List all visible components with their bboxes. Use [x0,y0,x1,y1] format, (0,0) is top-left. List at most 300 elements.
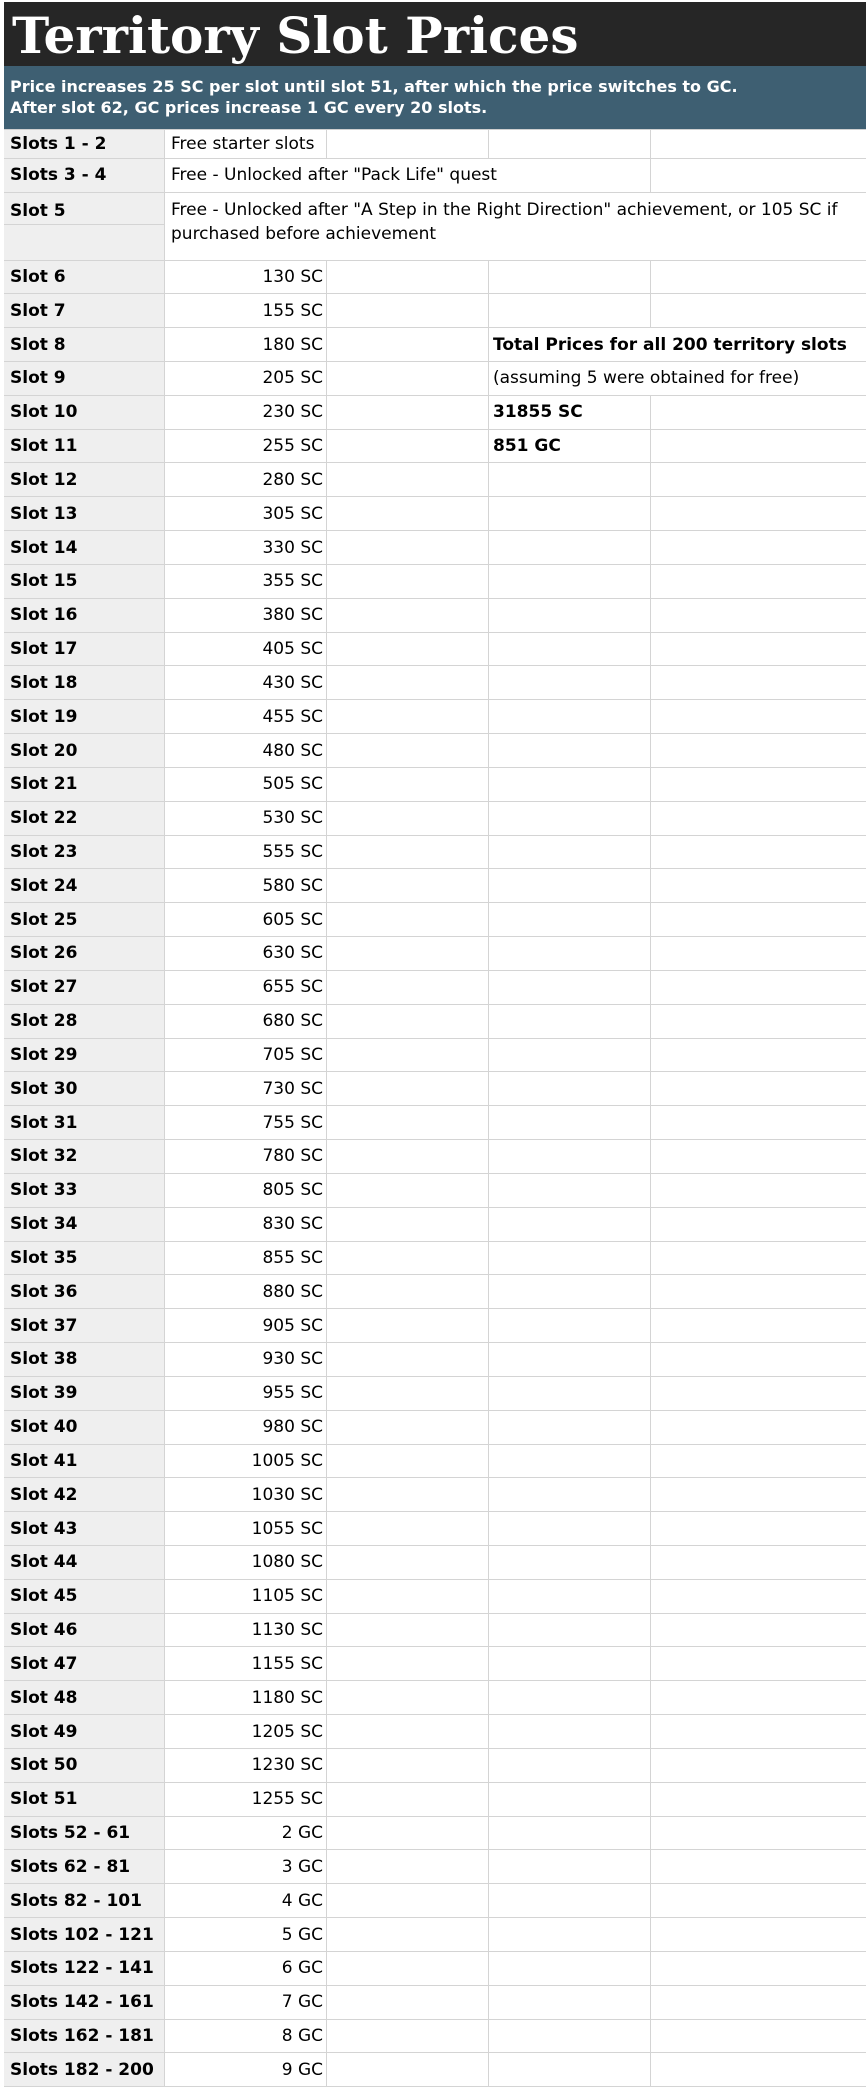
price-cell[interactable]: 1105 SC [165,1580,327,1614]
empty-cell[interactable] [489,599,651,633]
empty-cell[interactable] [489,1681,651,1715]
empty-cell[interactable] [489,1242,651,1276]
price-cell[interactable]: 1255 SC [165,1783,327,1817]
subtitle-banner [4,66,866,130]
empty-cell[interactable] [651,1072,866,1106]
empty-cell[interactable] [651,1918,866,1952]
empty-cell[interactable] [489,565,651,599]
row-label[interactable]: Slots 1 - 2 [4,130,165,159]
price-cell[interactable]: 405 SC [165,633,327,667]
empty-cell[interactable] [489,1986,651,2020]
empty-cell[interactable] [327,633,489,667]
table-row [4,1614,866,1648]
empty-cell[interactable] [327,1072,489,1106]
row-label[interactable]: Slot 30 [4,1072,165,1106]
table-row [4,1140,866,1174]
row-label[interactable]: Slot 29 [4,1039,165,1073]
row-label[interactable]: Slot 9 [4,362,165,396]
empty-cell[interactable] [489,768,651,802]
price-cell[interactable]: 905 SC [165,1309,327,1343]
row-label[interactable]: Slot 25 [4,903,165,937]
empty-cell[interactable] [327,1918,489,1952]
empty-cell[interactable] [651,802,866,836]
empty-cell[interactable] [327,2020,489,2054]
empty-cell[interactable] [651,1681,866,1715]
row-label[interactable]: Slots 62 - 81 [4,1850,165,1884]
row-label[interactable]: Slot 13 [4,497,165,531]
empty-cell[interactable] [489,1647,651,1681]
row-label[interactable]: Slots 82 - 101 [4,1884,165,1918]
empty-cell[interactable] [489,734,651,768]
row-label[interactable]: Slot 27 [4,971,165,1005]
row-label[interactable]: Slot 44 [4,1546,165,1580]
empty-cell[interactable] [651,1512,866,1546]
price-cell[interactable]: 455 SC [165,700,327,734]
empty-cell[interactable] [327,1343,489,1377]
empty-cell[interactable] [327,836,489,870]
empty-cell[interactable] [327,1039,489,1073]
row-label[interactable]: Slot 28 [4,1005,165,1039]
empty-cell[interactable] [489,497,651,531]
empty-cell[interactable] [489,1783,651,1817]
empty-cell[interactable] [327,599,489,633]
row-note[interactable]: Free - Unlocked after "Pack Life" quest [165,159,651,193]
price-cell[interactable]: 205 SC [165,362,327,396]
empty-cell[interactable] [651,531,866,565]
price-cell[interactable]: 180 SC [165,328,327,362]
empty-cell[interactable] [651,565,866,599]
row-label[interactable]: Slots 102 - 121 [4,1918,165,1952]
empty-cell[interactable] [489,1377,651,1411]
empty-cell[interactable] [489,666,651,700]
row-label[interactable]: Slots 142 - 161 [4,1986,165,2020]
row-note[interactable]: Free - Unlocked after "A Step in the Right Direction" achievement, or 105 SC if purchased before achievement [165,193,866,261]
empty-cell[interactable] [327,463,489,497]
empty-cell[interactable] [489,1817,651,1851]
row-label[interactable]: Slots 3 - 4 [4,159,165,193]
empty-cell[interactable] [489,294,651,328]
empty-cell[interactable] [651,869,866,903]
price-cell[interactable]: 605 SC [165,903,327,937]
empty-cell[interactable] [327,1377,489,1411]
price-cell[interactable]: 755 SC [165,1106,327,1140]
price-cell[interactable]: 1205 SC [165,1715,327,1749]
empty-cell[interactable] [327,937,489,971]
empty-cell[interactable] [651,261,866,295]
row-label[interactable]: Slot 40 [4,1411,165,1445]
empty-cell[interactable] [489,1512,651,1546]
empty-cell[interactable] [651,1546,866,1580]
price-cell[interactable]: 855 SC [165,1242,327,1276]
price-cell[interactable]: 680 SC [165,1005,327,1039]
row-label[interactable]: Slot 10 [4,396,165,430]
empty-cell[interactable] [651,666,866,700]
row-label[interactable]: Slot 7 [4,294,165,328]
row-label[interactable]: Slot 23 [4,836,165,870]
row-label[interactable]: Slot 41 [4,1445,165,1479]
price-cell[interactable]: 980 SC [165,1411,327,1445]
empty-cell[interactable] [489,633,651,667]
row-label[interactable]: Slot 12 [4,463,165,497]
empty-cell[interactable] [651,599,866,633]
empty-cell[interactable] [651,159,866,193]
price-cell[interactable]: 780 SC [165,1140,327,1174]
empty-cell[interactable] [327,1140,489,1174]
empty-cell[interactable] [651,1952,866,1986]
empty-cell[interactable] [489,1445,651,1479]
empty-cell[interactable] [327,666,489,700]
price-cell[interactable]: 9 GC [165,2053,327,2087]
empty-cell[interactable] [489,1850,651,1884]
empty-cell[interactable] [489,130,651,159]
price-cell[interactable]: 530 SC [165,802,327,836]
empty-cell[interactable] [651,1343,866,1377]
empty-cell[interactable] [327,1749,489,1783]
row-label[interactable]: Slot 33 [4,1174,165,1208]
price-cell[interactable]: 1055 SC [165,1512,327,1546]
table-row [4,130,866,159]
price-cell[interactable]: 1005 SC [165,1445,327,1479]
empty-cell[interactable] [327,1242,489,1276]
empty-cell[interactable] [327,1309,489,1343]
row-label[interactable]: Slot 15 [4,565,165,599]
empty-cell[interactable] [651,633,866,667]
empty-cell[interactable] [327,1106,489,1140]
price-cell[interactable]: 7 GC [165,1986,327,2020]
empty-cell[interactable] [651,1140,866,1174]
price-cell[interactable]: 130 SC [165,261,327,295]
empty-cell[interactable] [489,1208,651,1242]
empty-cell[interactable] [489,1005,651,1039]
empty-cell[interactable] [651,768,866,802]
empty-cell[interactable] [489,1580,651,1614]
empty-cell[interactable] [651,1208,866,1242]
row-label[interactable]: Slots 52 - 61 [4,1817,165,1851]
empty-cell[interactable] [489,1884,651,1918]
row-label[interactable]: Slot 43 [4,1512,165,1546]
empty-cell[interactable] [651,836,866,870]
empty-cell[interactable] [651,700,866,734]
empty-cell[interactable] [651,1478,866,1512]
row-label[interactable]: Slot 6 [4,261,165,295]
row-label[interactable]: Slot 19 [4,700,165,734]
empty-cell[interactable] [327,802,489,836]
empty-cell[interactable] [327,1783,489,1817]
empty-cell[interactable] [489,1546,651,1580]
price-cell[interactable]: 380 SC [165,599,327,633]
row-label[interactable]: Slot 24 [4,869,165,903]
price-cell[interactable]: 1180 SC [165,1681,327,1715]
empty-cell[interactable] [489,1174,651,1208]
empty-cell[interactable] [327,734,489,768]
empty-cell[interactable] [489,1140,651,1174]
row-note[interactable]: Free starter slots [165,130,327,159]
empty-cell[interactable] [327,971,489,1005]
row-label[interactable]: Slots 122 - 141 [4,1952,165,1986]
row-label[interactable]: Slot 21 [4,768,165,802]
empty-cell[interactable] [327,1986,489,2020]
empty-cell[interactable] [489,1715,651,1749]
price-cell[interactable]: 705 SC [165,1039,327,1073]
empty-cell[interactable] [489,261,651,295]
empty-cell[interactable] [651,130,866,159]
row-label[interactable]: Slot 16 [4,599,165,633]
row-label[interactable]: Slot 14 [4,531,165,565]
empty-cell[interactable] [651,1580,866,1614]
empty-cell[interactable] [489,1106,651,1140]
empty-cell[interactable] [651,294,866,328]
price-cell[interactable]: 555 SC [165,836,327,870]
empty-cell[interactable] [651,1783,866,1817]
table-row [4,193,866,261]
empty-cell[interactable] [327,1208,489,1242]
empty-cell[interactable] [327,1647,489,1681]
price-cell[interactable]: 6 GC [165,1952,327,1986]
empty-cell[interactable] [327,497,489,531]
row-label[interactable]: Slot 42 [4,1478,165,1512]
merged-cell-divider [4,224,164,225]
empty-cell[interactable] [651,971,866,1005]
row-label[interactable] [4,193,165,261]
table-row [4,1478,866,1512]
empty-cell[interactable] [651,903,866,937]
table-row [4,903,866,937]
empty-cell[interactable] [327,1614,489,1648]
price-cell[interactable]: 805 SC [165,1174,327,1208]
row-label[interactable]: Slot 51 [4,1783,165,1817]
empty-cell[interactable] [327,261,489,295]
table-row [4,1986,866,2020]
price-cell[interactable]: 1130 SC [165,1614,327,1648]
empty-cell[interactable] [327,130,489,159]
empty-cell[interactable] [327,1952,489,1986]
empty-cell[interactable] [489,1309,651,1343]
empty-cell[interactable] [327,1580,489,1614]
row-label[interactable]: Slots 162 - 181 [4,2020,165,2054]
table-row [4,700,866,734]
empty-cell[interactable] [651,1445,866,1479]
empty-cell[interactable] [489,1918,651,1952]
price-cell[interactable]: 630 SC [165,937,327,971]
summary-total-gc[interactable]: 851 GC [489,430,651,464]
table-row [4,734,866,768]
empty-cell[interactable] [651,1309,866,1343]
row-label[interactable]: Slot 11 [4,430,165,464]
summary-note[interactable]: (assuming 5 were obtained for free) [489,362,866,396]
price-cell[interactable]: 580 SC [165,869,327,903]
table-row [4,430,866,464]
empty-cell[interactable] [489,903,651,937]
empty-cell[interactable] [327,328,489,362]
empty-cell[interactable] [327,869,489,903]
empty-cell[interactable] [327,1411,489,1445]
empty-cell[interactable] [489,2020,651,2054]
empty-cell[interactable] [489,1749,651,1783]
summary-heading[interactable]: Total Prices for all 200 territory slots [489,328,866,362]
row-label[interactable]: Slot 17 [4,633,165,667]
empty-cell[interactable] [489,1275,651,1309]
price-cell[interactable]: 5 GC [165,1918,327,1952]
row-label[interactable]: Slot 47 [4,1647,165,1681]
empty-cell[interactable] [327,700,489,734]
empty-cell[interactable] [489,700,651,734]
row-label[interactable]: Slot 22 [4,802,165,836]
row-label[interactable]: Slot 34 [4,1208,165,1242]
price-cell[interactable]: 155 SC [165,294,327,328]
table-row [4,1749,866,1783]
empty-cell[interactable] [651,1850,866,1884]
price-cell[interactable]: 1155 SC [165,1647,327,1681]
empty-cell[interactable] [327,1478,489,1512]
empty-cell[interactable] [651,2053,866,2087]
row-label[interactable]: Slots 182 - 200 [4,2053,165,2087]
price-cell[interactable]: 480 SC [165,734,327,768]
price-cell[interactable]: 305 SC [165,497,327,531]
empty-cell[interactable] [651,1647,866,1681]
row-label[interactable]: Slot 48 [4,1681,165,1715]
empty-cell[interactable] [651,734,866,768]
table-row [4,159,866,193]
empty-cell[interactable] [489,937,651,971]
price-cell[interactable]: 230 SC [165,396,327,430]
empty-cell[interactable] [489,869,651,903]
row-label[interactable]: Slot 32 [4,1140,165,1174]
price-cell[interactable]: 430 SC [165,666,327,700]
price-cell[interactable]: 4 GC [165,1884,327,1918]
empty-cell[interactable] [327,362,489,396]
price-cell[interactable]: 1080 SC [165,1546,327,1580]
empty-cell[interactable] [651,1377,866,1411]
row-label[interactable]: Slot 31 [4,1106,165,1140]
empty-cell[interactable] [327,565,489,599]
empty-cell[interactable] [489,531,651,565]
price-cell[interactable]: 955 SC [165,1377,327,1411]
price-cell[interactable]: 280 SC [165,463,327,497]
empty-cell[interactable] [489,1478,651,1512]
empty-cell[interactable] [651,1749,866,1783]
empty-cell[interactable] [327,430,489,464]
empty-cell[interactable] [651,1715,866,1749]
empty-cell[interactable] [327,1512,489,1546]
empty-cell[interactable] [651,1174,866,1208]
empty-cell[interactable] [327,1546,489,1580]
row-label[interactable]: Slot 8 [4,328,165,362]
empty-cell[interactable] [489,1952,651,1986]
empty-cell[interactable] [489,463,651,497]
empty-cell[interactable] [327,1817,489,1851]
row-label[interactable]: Slot 45 [4,1580,165,1614]
empty-cell[interactable] [651,937,866,971]
row-label[interactable]: Slot 37 [4,1309,165,1343]
empty-cell[interactable] [489,2053,651,2087]
empty-cell[interactable] [651,1242,866,1276]
empty-cell[interactable] [327,1715,489,1749]
empty-cell[interactable] [651,1275,866,1309]
row-label[interactable]: Slot 35 [4,1242,165,1276]
empty-cell[interactable] [651,463,866,497]
price-cell[interactable]: 655 SC [165,971,327,1005]
price-cell[interactable]: 8 GC [165,2020,327,2054]
row-label[interactable]: Slot 39 [4,1377,165,1411]
empty-cell[interactable] [651,2020,866,2054]
empty-cell[interactable] [327,1005,489,1039]
table-row [4,1208,866,1242]
row-label[interactable]: Slot 49 [4,1715,165,1749]
empty-cell[interactable] [327,903,489,937]
empty-cell[interactable] [651,1005,866,1039]
table-row [4,1039,866,1073]
empty-cell[interactable] [327,1275,489,1309]
empty-cell[interactable] [651,1614,866,1648]
price-cell[interactable]: 330 SC [165,531,327,565]
table-row [4,1918,866,1952]
row-label-text: Slot 5 [10,200,66,221]
empty-cell[interactable] [651,1039,866,1073]
row-label[interactable]: Slot 18 [4,666,165,700]
empty-cell[interactable] [327,768,489,802]
summary-total-sc[interactable]: 31855 SC [489,396,651,430]
empty-cell[interactable] [489,1039,651,1073]
price-cell[interactable]: 505 SC [165,768,327,802]
price-cell[interactable]: 1030 SC [165,1478,327,1512]
empty-cell[interactable] [489,1343,651,1377]
price-cell[interactable]: 730 SC [165,1072,327,1106]
row-label[interactable]: Slot 46 [4,1614,165,1648]
empty-cell[interactable] [489,1411,651,1445]
price-cell[interactable]: 355 SC [165,565,327,599]
empty-cell[interactable] [327,1174,489,1208]
price-cell[interactable]: 830 SC [165,1208,327,1242]
empty-cell[interactable] [651,430,866,464]
price-cell[interactable]: 2 GC [165,1817,327,1851]
empty-cell[interactable] [651,1817,866,1851]
price-cell[interactable]: 880 SC [165,1275,327,1309]
empty-cell[interactable] [327,531,489,565]
row-label[interactable]: Slot 36 [4,1275,165,1309]
empty-cell[interactable] [651,1106,866,1140]
table-row [4,328,866,362]
empty-cell[interactable] [651,396,866,430]
empty-cell[interactable] [651,1884,866,1918]
price-cell[interactable]: 930 SC [165,1343,327,1377]
empty-cell[interactable] [651,1986,866,2020]
empty-cell[interactable] [651,497,866,531]
price-cell[interactable]: 1230 SC [165,1749,327,1783]
row-label[interactable]: Slot 20 [4,734,165,768]
empty-cell[interactable] [327,2053,489,2087]
row-label[interactable]: Slot 50 [4,1749,165,1783]
empty-cell[interactable] [327,1850,489,1884]
table-row [4,869,866,903]
price-cell[interactable]: 255 SC [165,430,327,464]
empty-cell[interactable] [327,396,489,430]
empty-cell[interactable] [489,1072,651,1106]
price-cell[interactable]: 3 GC [165,1850,327,1884]
row-label[interactable]: Slot 38 [4,1343,165,1377]
empty-cell[interactable] [489,1614,651,1648]
empty-cell[interactable] [327,1884,489,1918]
empty-cell[interactable] [327,1681,489,1715]
empty-cell[interactable] [489,802,651,836]
empty-cell[interactable] [489,971,651,1005]
table-row [4,937,866,971]
empty-cell[interactable] [327,294,489,328]
row-label[interactable]: Slot 26 [4,937,165,971]
table-row [4,1783,866,1817]
empty-cell[interactable] [327,1445,489,1479]
empty-cell[interactable] [489,836,651,870]
empty-cell[interactable] [651,1411,866,1445]
